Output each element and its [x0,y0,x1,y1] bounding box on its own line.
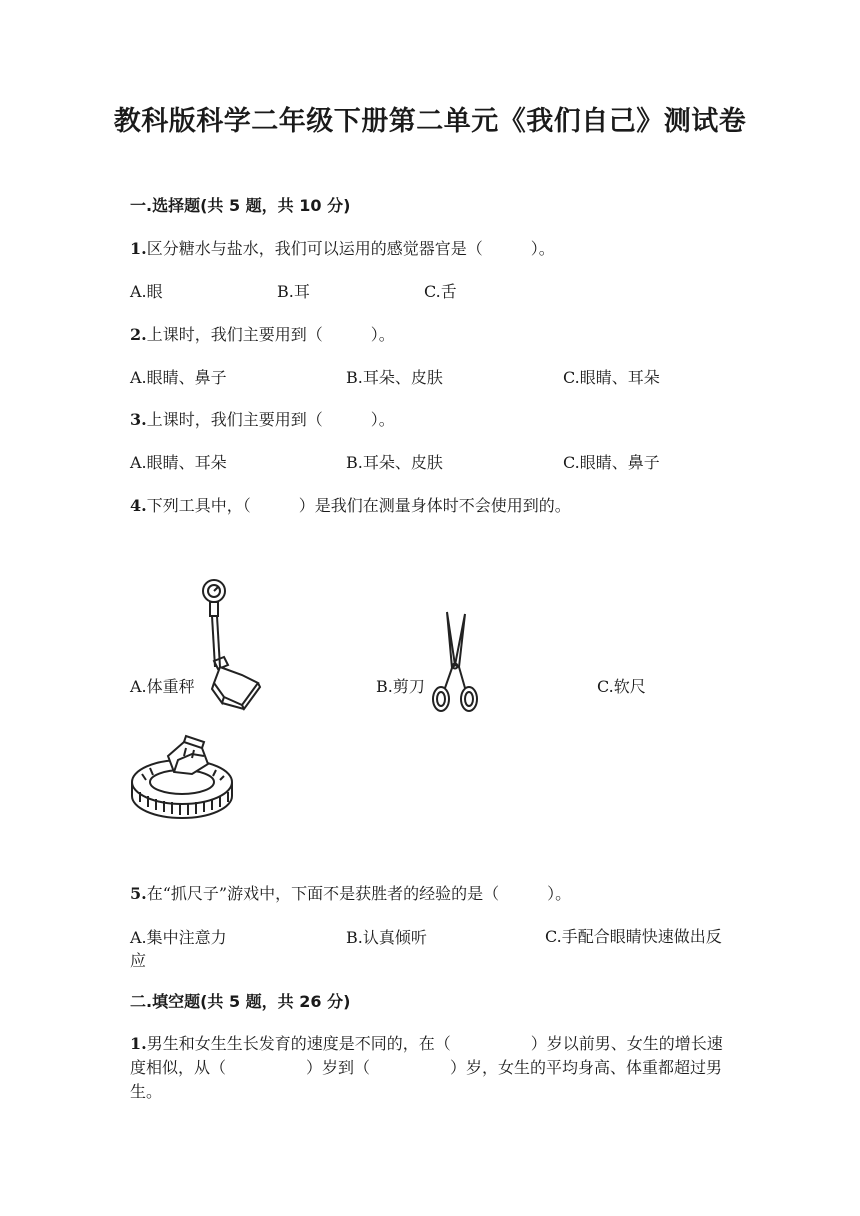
option-a: A.眼睛、耳朵 [130,453,227,472]
question-text: 上课时，我们主要用到（ ）。 [146,410,395,429]
option-c: C.舌 [424,282,457,301]
option-a: A.眼 [130,282,163,301]
option-a: A.集中注意力 [130,928,227,947]
option-b: B.认真倾听 [346,928,427,947]
question-text: 下列工具中，（ ）是我们在测量身体时不会使用到的。 [146,496,571,515]
scissors-icon [425,610,485,715]
bathroom-scale-icon [190,575,270,715]
option-b: B.耳朵、皮肤 [346,453,443,472]
question-number: 4. [130,496,147,515]
question-3 [130,407,395,430]
question-number: 1. [130,1034,147,1053]
option-c: C.眼睛、耳朵 [563,368,660,387]
question-5 [130,881,571,904]
fill-question-1 [130,1032,730,1104]
question-number: 2. [130,325,147,344]
option-b: B.耳 [277,282,310,301]
option-b: B.耳朵、皮肤 [346,368,443,387]
question-number: 3. [130,410,147,429]
question-text: 男生和女生生长发育的速度是不同的，在（ ）岁以前男、女生的增长速度相似，从（ ）岁到（ ）岁，女生的平均身高、体重都超过男生。 [130,1034,723,1101]
page-title: 教科版科学二年级下册第二单元《我们自己》测试卷 [113,106,747,137]
option-a: A.眼睛、鼻子 [130,368,227,387]
question-1 [130,236,555,259]
tape-measure-icon [128,734,236,822]
option-a: A.体重秤 [130,677,195,696]
option-c: C.眼睛、鼻子 [563,453,660,472]
question-text: 区分糖水与盐水，我们可以运用的感觉器官是（ ）。 [146,239,555,258]
section-heading-fill: 二.填空题(共 5 题，共 26 分) [130,992,351,1011]
section-heading-choice: 一.选择题(共 5 题，共 10 分) [130,196,351,215]
question-number: 1. [130,239,147,258]
option-b: B.剪刀 [376,677,425,696]
question-number: 5. [130,884,147,903]
option-c: C.手配合眼睛快速做出反应 [130,927,722,970]
question-text: 上课时，我们主要用到（ ）。 [146,325,395,344]
question-2 [130,322,395,345]
question-4 [130,493,571,516]
question-text: 在“抓尺子”游戏中，下面不是获胜者的经验的是（ ）。 [146,884,572,903]
option-c: C.软尺 [597,677,646,696]
